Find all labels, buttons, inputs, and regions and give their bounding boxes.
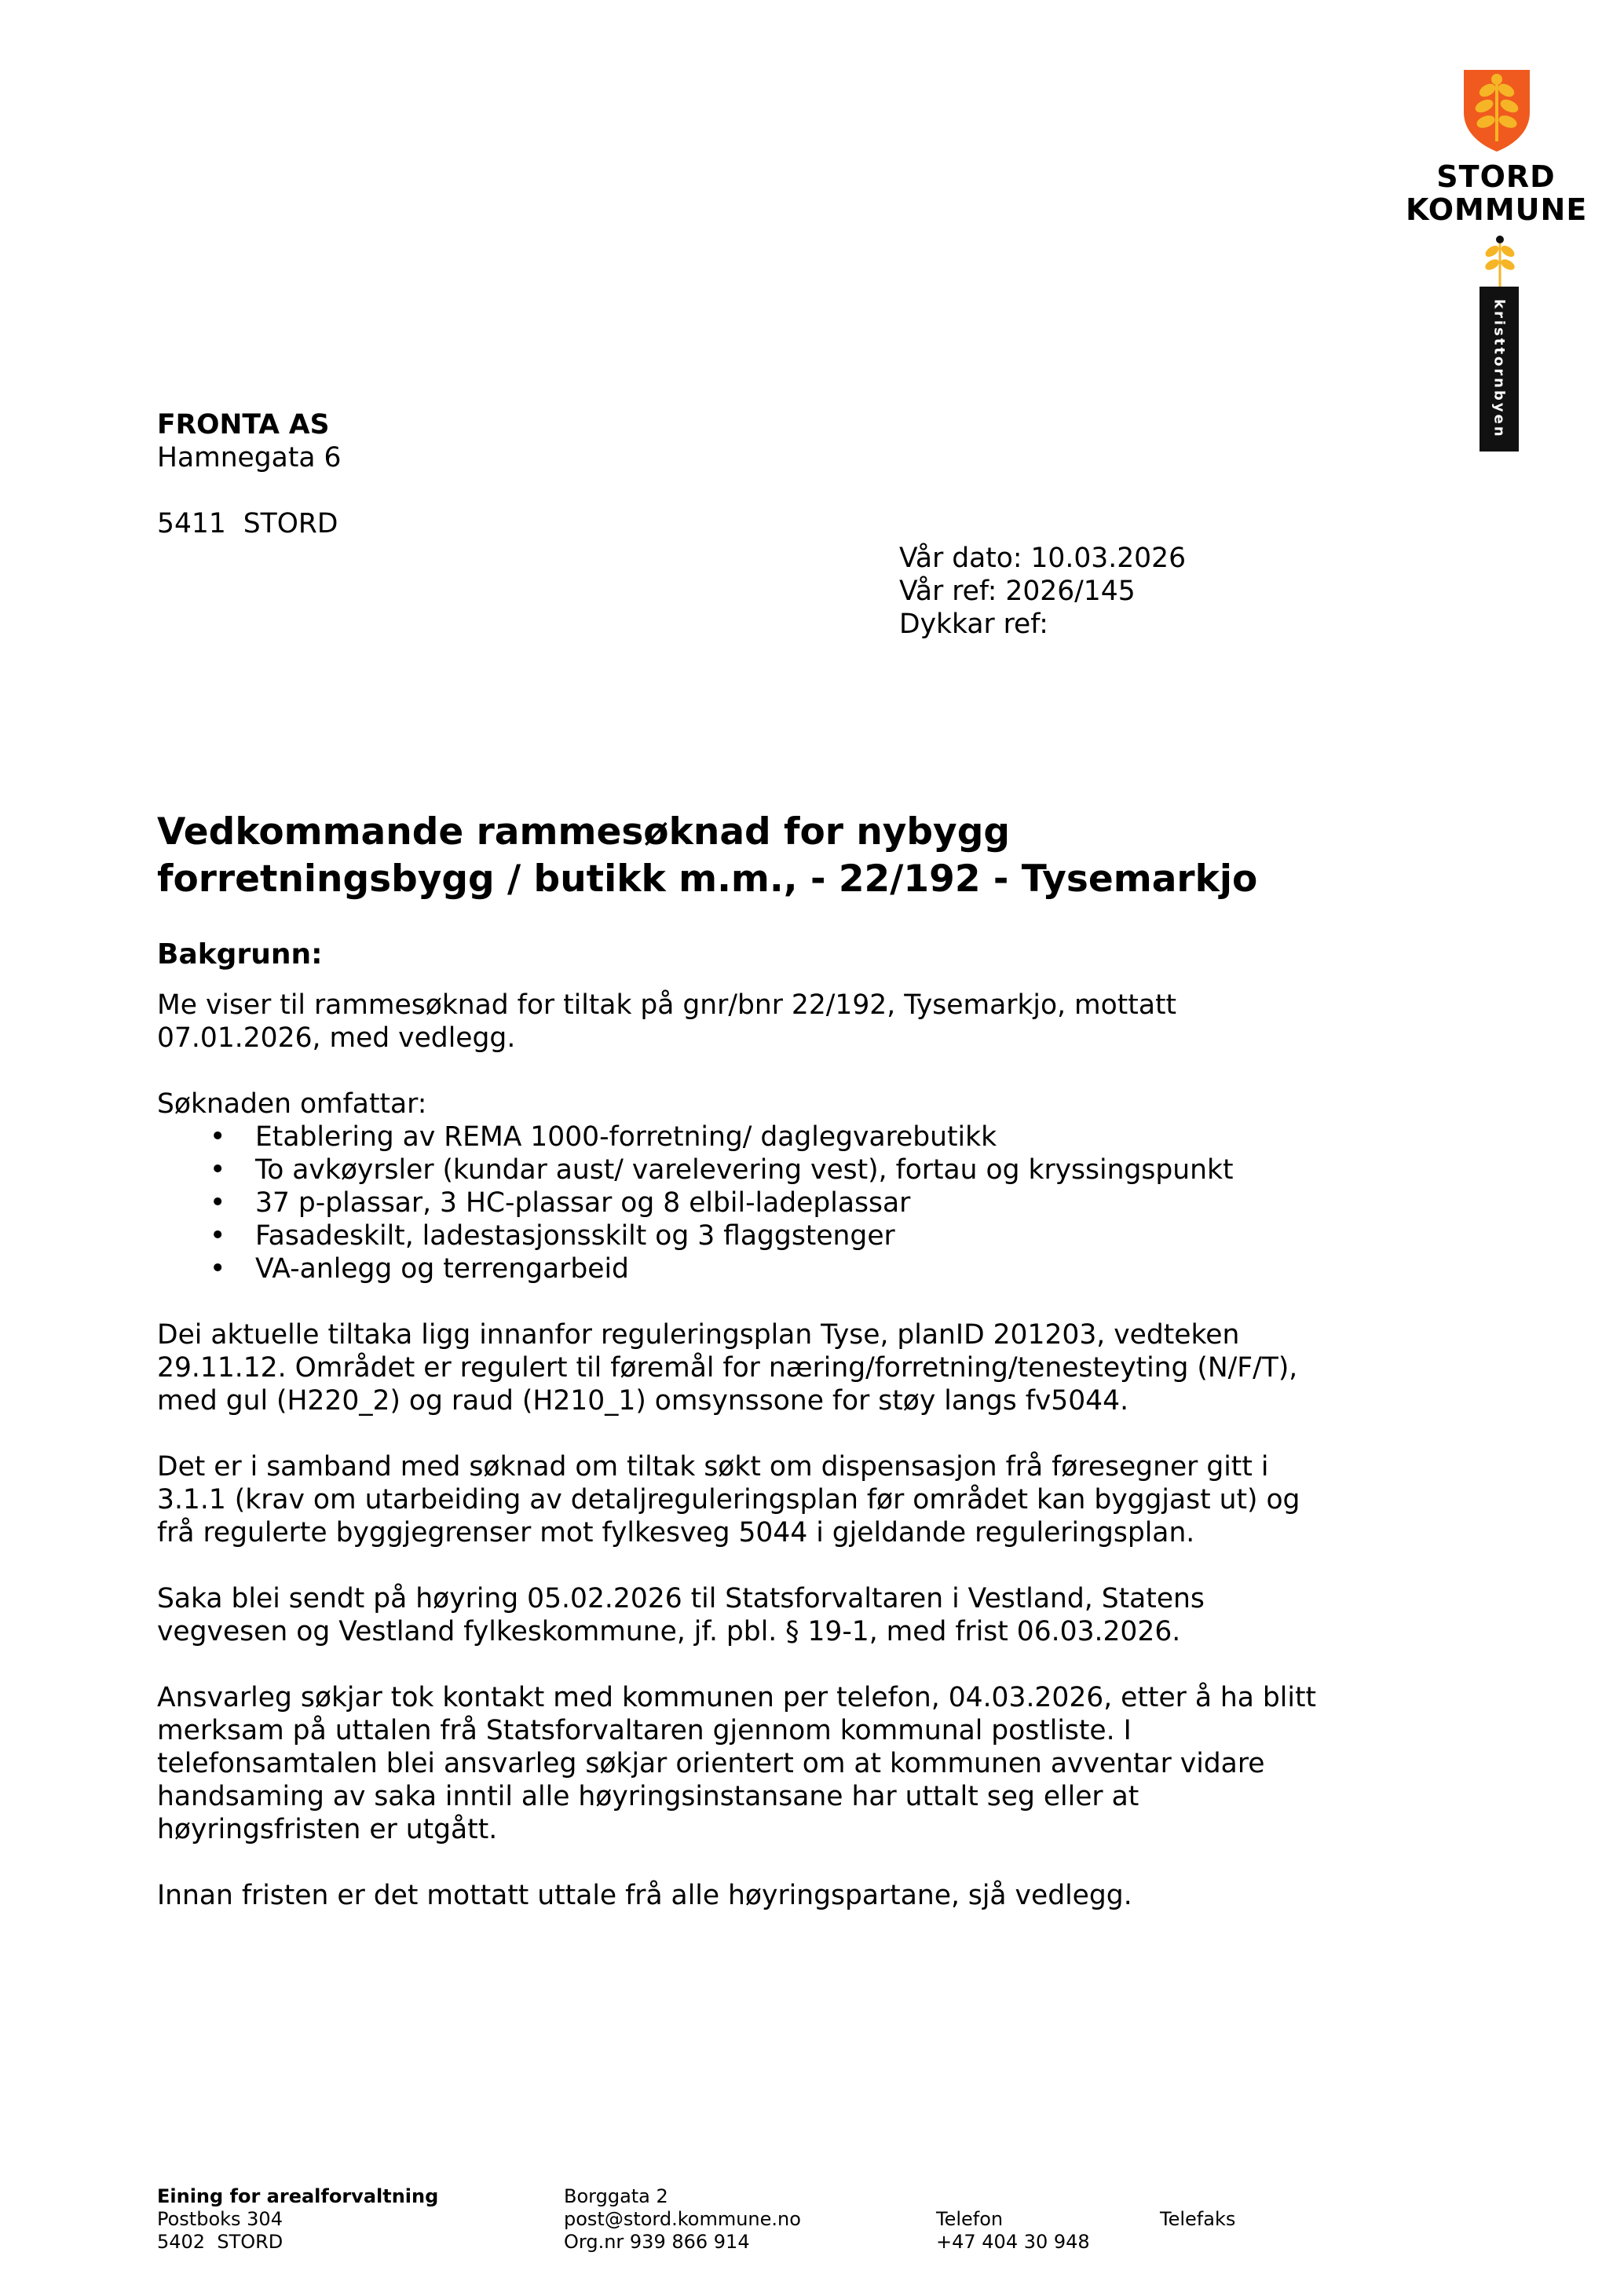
- paragraph-line: Ansvarleg søkjar tok kontakt med kommunen per telefon, 04.03.2026, etter å ha blitt: [157, 1682, 1317, 1713]
- logo-text-kommune: KOMMUNE: [1406, 192, 1588, 227]
- paragraph-line: Det er i samband med søknad om tiltak søkt om dispensasjon frå føresegner gitt i: [157, 1451, 1269, 1483]
- paragraph-statements: [157, 1879, 1132, 1912]
- paragraph-line: Innan fristen er det mottatt uttale frå alle høyringspartane, sjå vedlegg.: [157, 1880, 1132, 1911]
- bullet-icon: •: [210, 1220, 226, 1252]
- paragraph-dispensation: [157, 1450, 1300, 1549]
- footer-fax-label: Telefaks: [1160, 2208, 1236, 2230]
- footer-email: post@stord.kommune.no: [564, 2208, 801, 2230]
- application-items-list: [157, 1121, 1233, 1285]
- recipient-name: FRONTA AS: [157, 409, 330, 441]
- footer-unit: Eining for arealforvaltning: [157, 2185, 439, 2207]
- coat-of-arms-icon: [1461, 67, 1533, 155]
- paragraph-line: vegvesen og Vestland fylkeskommune, jf. pbl. § 19-1, med frist 06.03.2026.: [157, 1616, 1181, 1647]
- list-intro: Søknaden omfattar:: [157, 1088, 427, 1120]
- list-item: • 37 p-plassar, 3 HC-plassar og 8 elbil-ladeplassar: [210, 1187, 911, 1219]
- bullet-icon: •: [210, 1154, 226, 1186]
- list-item: • Etablering av REMA 1000-forretning/ daglegvarebutikk: [210, 1121, 997, 1153]
- footer-phone: +47 404 30 948: [936, 2231, 1090, 2253]
- paragraph-line: handsaming av saka inntil alle høyringsinstansane har uttalt seg eller at: [157, 1781, 1139, 1812]
- paragraph-line: 29.11.12. Området er regulert til føremål for næring/forretning/tenesteyting (N/F/T),: [157, 1352, 1298, 1384]
- logo-text-stord: STORD: [1436, 159, 1556, 194]
- list-item: • VA-anlegg og terrengarbeid: [210, 1253, 629, 1285]
- paragraph-line: med gul (H220_2) og raud (H210_1) omsynssone for støy langs fv5044.: [157, 1385, 1129, 1417]
- paragraph-line: Dei aktuelle tiltaka ligg innanfor reguleringsplan Tyse, planID 201203, vedteken: [157, 1319, 1240, 1351]
- paragraph-line: merksam på uttalen frå Statsforvaltaren gjennom kommunal postliste. I: [157, 1715, 1132, 1746]
- footer-street: Borggata 2: [564, 2185, 668, 2207]
- paragraph-line: Saka blei sendt på høyring 05.02.2026 til Statsforvaltaren i Vestland, Statens: [157, 1583, 1205, 1614]
- footer-postcode: 5402 STORD: [157, 2231, 283, 2253]
- slogan-text: kristtornbyen: [1490, 299, 1508, 439]
- paragraph-line: 07.01.2026, med vedlegg.: [157, 1022, 516, 1054]
- paragraph-line: frå regulerte byggjegrenser mot fylkesveg 5044 i gjeldande reguleringsplan.: [157, 1517, 1195, 1548]
- slogan-bar: [1480, 287, 1519, 452]
- paragraph-line: 3.1.1 (krav om utarbeiding av detaljreguleringsplan før området kan byggjast ut) og: [157, 1484, 1300, 1515]
- bullet-icon: •: [210, 1121, 226, 1153]
- paragraph-line: Me viser til rammesøknad for tiltak på gnr/bnr 22/192, Tysemarkjo, mottatt: [157, 989, 1177, 1021]
- letter-title-line2: forretningsbygg / butikk m.m., - 22/192 - Tysemarkjo: [157, 857, 1258, 901]
- our-date: Vår dato: 10.03.2026: [899, 543, 1187, 574]
- recipient-street: Hamnegata 6: [157, 442, 342, 473]
- bullet-icon: •: [210, 1187, 226, 1219]
- letter-title-line1: Vedkommande rammesøknad for nybygg: [157, 810, 1010, 854]
- paragraph-contact: [157, 1681, 1316, 1846]
- bullet-icon: •: [210, 1253, 226, 1285]
- your-reference: Dykkar ref:: [899, 609, 1048, 640]
- paragraph-plan: [157, 1318, 1297, 1417]
- paragraph-line: telefonsamtalen blei ansvarleg søkjar orientert om at kommunen avventar vidare: [157, 1748, 1265, 1779]
- footer-postbox: Postboks 304: [157, 2208, 283, 2230]
- list-item: • To avkøyrsler (kundar aust/ varelevering vest), fortau og kryssingspunkt: [210, 1154, 1234, 1186]
- our-reference: Vår ref: 2026/145: [899, 576, 1136, 607]
- recipient-postcode-city: 5411 STORD: [157, 508, 338, 539]
- holly-sprig-icon: [1476, 232, 1523, 294]
- intro-paragraph: [157, 989, 1176, 1055]
- paragraph-line: høyringsfristen er utgått.: [157, 1814, 498, 1845]
- paragraph-hearing: [157, 1582, 1205, 1648]
- section-heading: Bakgrunn:: [157, 938, 323, 971]
- footer-orgnr: Org.nr 939 866 914: [564, 2231, 750, 2253]
- list-item: • Fasadeskilt, ladestasjonsskilt og 3 flaggstenger: [210, 1220, 895, 1252]
- footer-phone-label: Telefon: [936, 2208, 1004, 2230]
